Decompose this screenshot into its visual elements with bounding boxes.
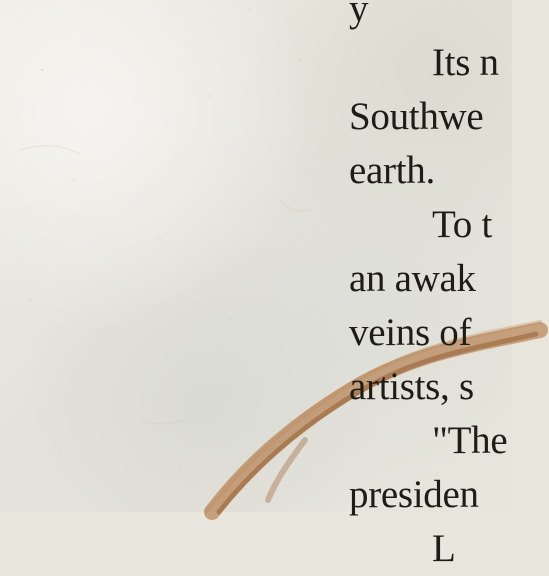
text-line-3: earth. xyxy=(349,149,435,192)
text-line-9: presiden xyxy=(349,473,479,516)
text-line-10: L xyxy=(432,527,456,570)
text-line-2: Southwe xyxy=(349,95,484,138)
text-line-5: an awak xyxy=(349,257,476,300)
article-text-column xyxy=(349,0,549,576)
text-line-6: veins of xyxy=(349,311,472,354)
text-line-0: y xyxy=(349,0,369,30)
text-line-7: artists, s xyxy=(349,365,474,408)
text-line-4: To t xyxy=(432,203,492,246)
text-line-8: "The xyxy=(432,419,508,462)
text-line-1: Its n xyxy=(432,41,499,84)
